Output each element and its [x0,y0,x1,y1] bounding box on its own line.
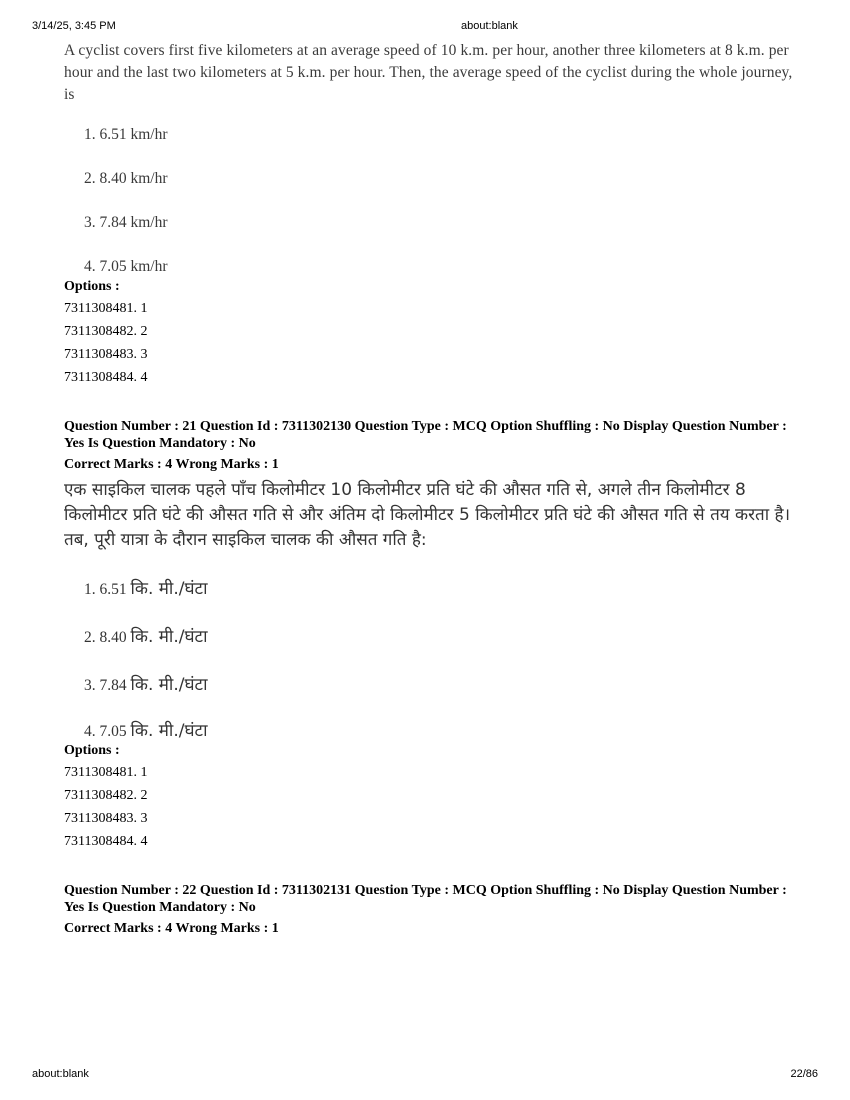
question-22-meta: Question Number : 22 Question Id : 7311302131 Question Type : MCQ Option Shuffling : No Display Question Number : Yes Is Question Mandatory : No [64,883,787,915]
print-header [0,20,850,34]
question-21-option-2: 7311308482. 2 [64,788,148,803]
print-datetime: 3/14/25, 3:45 PM [32,20,116,32]
question-20-choice-4: 4. 7.05 km/hr [84,258,168,275]
choice-number: 2. 8.40 [84,629,127,646]
question-20-option-2: 7311308482. 2 [64,324,148,339]
question-21-choice-4 [84,718,208,741]
question-21-choice-1 [84,576,208,599]
print-footer-url: about:blank [32,1068,89,1080]
question-21-option-1: 7311308481. 1 [64,765,148,780]
question-21-choice-3 [84,672,208,695]
choice-unit: कि. मी./घंटा [130,675,208,695]
choice-number: 1. 6.51 [84,581,127,598]
question-20-option-3: 7311308483. 3 [64,347,148,362]
print-title: about:blank [461,20,518,32]
question-20-choice-2: 2. 8.40 km/hr [84,170,168,187]
choice-unit: कि. मी./घंटा [130,627,208,647]
question-21-option-4: 7311308484. 4 [64,834,148,849]
question-21-choice-2 [84,624,208,647]
question-20-option-4: 7311308484. 4 [64,370,148,385]
question-20-stem: A cyclist covers first five kilometers at an average speed of 10 k.m. per hour, another three kilometers at 8 k.m. per hour and the last two kilometers at 5 k.m. per hour. Then, the average speed of the cyclist during the whole journey, is [64,42,793,103]
question-21-options-label: Options : [64,743,120,758]
question-21-image [64,478,794,748]
choice-number: 4. 7.05 [84,723,127,740]
question-21-meta: Question Number : 21 Question Id : 7311302130 Question Type : MCQ Option Shuffling : No Display Question Number : Yes Is Question Mandatory : No [64,419,787,451]
question-20-options-label: Options : [64,279,120,294]
question-21-marks: Correct Marks : 4 Wrong Marks : 1 [64,457,279,472]
page-number: 22/86 [790,1068,818,1080]
print-footer [0,1068,850,1082]
question-22-marks: Correct Marks : 4 Wrong Marks : 1 [64,921,279,936]
choice-unit: कि. मी./घंटा [130,579,208,599]
question-20-option-1: 7311308481. 1 [64,301,148,316]
question-20-choice-3: 3. 7.84 km/hr [84,214,168,231]
choice-unit: कि. मी./घंटा [130,721,208,741]
choice-number: 3. 7.84 [84,677,127,694]
question-20-choice-1: 1. 6.51 km/hr [84,126,168,143]
question-20-image [64,40,794,280]
question-21-stem: एक साइकिल चालक पहले पाँच किलोमीटर 10 किलोमीटर प्रति घंटे की औसत गति से, अगले तीन किलोमीटर 8 किलोमीटर प्रति घंटे की औसत गति से और अंतिम दो किलोमीटर 5 किलोमीटर प्रति घंटे की औसत गति से तय करता है। तब, पूरी यात्रा के दौरान साइकिल चालक की औसत गति है: [64,480,791,550]
question-21-option-3: 7311308483. 3 [64,811,148,826]
